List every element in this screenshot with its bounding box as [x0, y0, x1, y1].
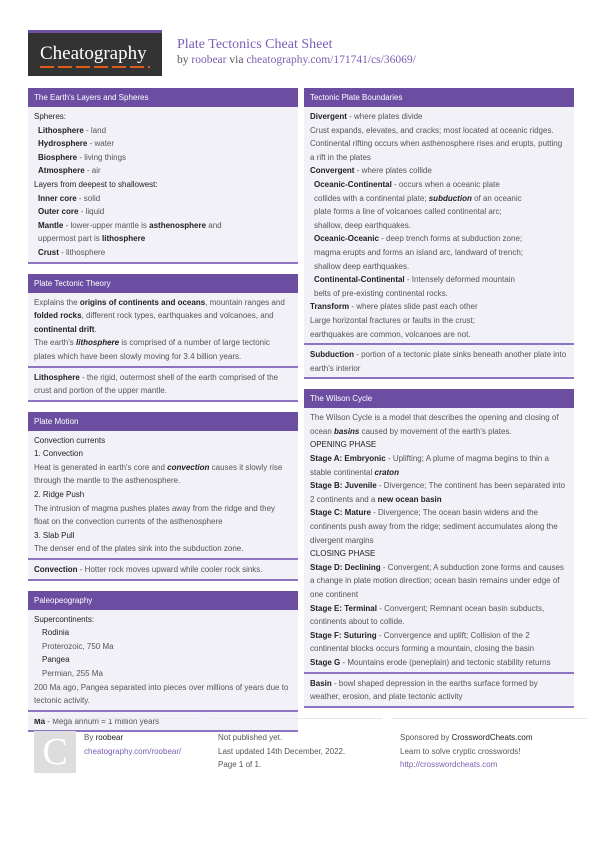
footer-author — [28, 718, 200, 778]
section-note: Basin - bowl shaped depression in the earths surface formed by weather, erosion, and plate tectonic activity — [304, 674, 574, 708]
list-item: Oceanic-Continental - occurs when a oceanic plate collides with a continental plate; subduction of an oceanic plate forms a line of volcanoes called continental arc; shallow, deep earthquakes. — [314, 179, 522, 230]
publish-status: Not published yet. — [218, 733, 283, 742]
section-wilson — [304, 389, 574, 707]
left-column — [28, 88, 298, 742]
section-title: Paleopeography — [28, 591, 298, 610]
list-item: Pangea — [42, 655, 70, 665]
author-line: By roobear — [84, 733, 124, 742]
paragraph: earthquakes are common, volcanoes are not. — [310, 329, 471, 339]
right-column — [304, 88, 574, 718]
list-item: Lithosphere - land — [38, 125, 107, 135]
section-title: Tectonic Plate Boundaries — [304, 88, 574, 107]
list-item: Biosphere - living things — [38, 152, 127, 162]
list-item: Oceanic-Oceanic - deep trench forms at subduction zone; magma erupts and forms an island arc, landward of trench; shallow deep earthquakes. — [314, 234, 523, 271]
list-item: Divergent - where plates divide — [310, 112, 423, 121]
list-item: Convergent - where plates collide — [310, 166, 432, 176]
subheading: Supercontinents: — [34, 614, 95, 624]
list-item: Stage C: Mature - Divergence; The ocean basin widens and the continents push away from the ridge; sediment accumulates along the divergent margins — [310, 508, 558, 545]
section-boundaries — [304, 88, 574, 379]
paragraph: The denser end of the plates sink into the subduction zone. — [34, 544, 244, 554]
subheading: 3. Slab Pull — [34, 530, 75, 540]
page-header — [28, 30, 588, 76]
paragraph: The Wilson Cycle is a model that describes the opening and closing of ocean basins caused by movement of the earth's plates. — [310, 413, 559, 436]
list-item: Atmosphere - air — [38, 166, 101, 176]
subheading: 1. Convection — [34, 449, 83, 459]
list-item: Stage A: Embryonic - Uplifting; A plume of magma begins to thin a stable continental craton — [310, 454, 549, 477]
layers-label: Layers from deepest to shallowest: — [34, 179, 158, 189]
by-label: by — [177, 54, 189, 66]
section-paleo — [28, 591, 298, 733]
spheres-label: Spheres: — [34, 112, 67, 121]
section-title: Plate Motion — [28, 412, 298, 431]
paragraph: Explains the origins of continents and oceans, mountain ranges and folded rocks, different rock types, earthquakes and volcanoes, and continental drift. — [34, 297, 285, 334]
paragraph: Crust expands, elevates, and cracks; most located at oceanic ridges. — [310, 125, 554, 135]
list-item: Stage E: Terminal - Convergent; Remnant ocean basin subducts, continents about to collide. — [310, 603, 545, 627]
paragraph: Large horizontal fractures or faults in the crust; — [310, 315, 475, 325]
sponsor-line: Sponsored by CrosswordCheats.com — [400, 733, 533, 742]
section-body — [304, 107, 574, 345]
footer-status — [210, 718, 382, 778]
sponsor-text: Learn to solve cryptic crosswords! — [400, 746, 521, 756]
subheading: Convection currents — [34, 435, 106, 445]
logo-underline — [40, 66, 150, 68]
section-title: The Wilson Cycle — [304, 389, 574, 408]
section-title: The Earth's Layers and Spheres — [28, 88, 298, 107]
section-body — [28, 431, 298, 560]
section-body — [28, 107, 298, 264]
paragraph: The intrusion of magma pushes plates away from the ridge and they float on the convection currents of the asthenosphere — [34, 503, 276, 527]
page-title: Plate Tectonics Cheat Sheet — [177, 37, 333, 52]
section-body — [28, 610, 298, 712]
list-item: Transform - where plates slide past each other — [310, 302, 478, 312]
list-item: Mantle - lower-upper mantle is asthenosphere and uppermost part is lithosphere — [38, 220, 222, 244]
author-link[interactable]: roobear — [191, 54, 227, 66]
sheet-url-link[interactable]: cheatography.com/171741/cs/36069/ — [246, 54, 416, 66]
page-footer — [28, 718, 588, 778]
list-item: Continental-Continental - Intensely deformed mountain belts of pre-existing continental rocks. — [314, 275, 515, 298]
subheading: 2. Ridge Push — [34, 490, 85, 500]
logo-text: Cheatography — [40, 43, 147, 64]
section-body — [28, 293, 298, 368]
section-theory — [28, 274, 298, 402]
byline — [177, 54, 416, 66]
list-item: Proterozoic, 750 Ma — [42, 641, 114, 651]
list-item: Stage G - Mountains erode (peneplain) and tectonic stability returns — [310, 657, 551, 667]
author-profile-link[interactable]: cheatography.com/roobear/ — [84, 746, 182, 756]
paragraph: Continental rifting occurs when asthenosphere rises and erupts, putting a rift in the plates — [310, 139, 563, 162]
list-item: Stage D: Declining - Convergent; A subduction zone forms and causes a change in plate motion direction; ocean basin remains under edge of one continent — [310, 562, 564, 599]
section-title: Plate Tectonic Theory — [28, 274, 298, 293]
section-note: Subduction - portion of a tectonic plate sinks beneath another plate into earth's interior — [304, 345, 574, 379]
list-item: Crust - lithosphere — [38, 247, 106, 257]
list-item: Stage F: Suturing - Convergence and uplift; Collision of the 2 continental blocks occurs forming a mountain, closing the basin — [310, 630, 535, 654]
phase-heading: OPENING PHASE — [310, 440, 377, 450]
list-item: Rodinia — [42, 628, 70, 638]
section-motion — [28, 412, 298, 581]
footer-sponsor — [392, 718, 588, 778]
section-body — [304, 408, 574, 673]
phase-heading: CLOSING PHASE — [310, 549, 376, 559]
sponsor-link[interactable]: http://crosswordcheats.com — [400, 760, 498, 769]
section-note: Convection - Hotter rock moves upward while cooler rock sinks. — [28, 560, 298, 581]
last-updated: Last updated 14th December, 2022. — [218, 746, 346, 756]
list-item: Inner core - solid — [38, 193, 101, 203]
paragraph: The earth's lithosphere is comprised of a number of large tectonic plates which have been slowly moving for 3.4 billion years. — [34, 338, 270, 361]
paragraph: Heat is generated in earth's core and convection causes it slowly rise through the mantle to the asthenosphere. — [34, 462, 283, 486]
list-item: Stage B: Juvenile - Divergence; The continent has been separated into 2 continents and a new ocean basin — [310, 481, 566, 504]
cheatography-logo[interactable] — [28, 30, 162, 76]
section-note: Lithosphere - the rigid, outermost shell of the earth comprised of the crust and portion of the upper mantle. — [28, 368, 298, 402]
avatar: C — [34, 731, 76, 773]
section-note: Ma - Mega annum = 1 million years — [28, 712, 298, 733]
list-item: Permian, 255 Ma — [42, 669, 103, 678]
list-item: Outer core - liquid — [38, 207, 105, 217]
via-label: via — [229, 54, 244, 66]
page-count: Page 1 of 1. — [218, 760, 262, 769]
list-item: Hydrosphere - water — [38, 139, 115, 149]
paragraph: 200 Ma ago, Pangea separated into pieces over millions of years due to tectonic activity. — [34, 682, 289, 706]
section-layers — [28, 88, 298, 264]
